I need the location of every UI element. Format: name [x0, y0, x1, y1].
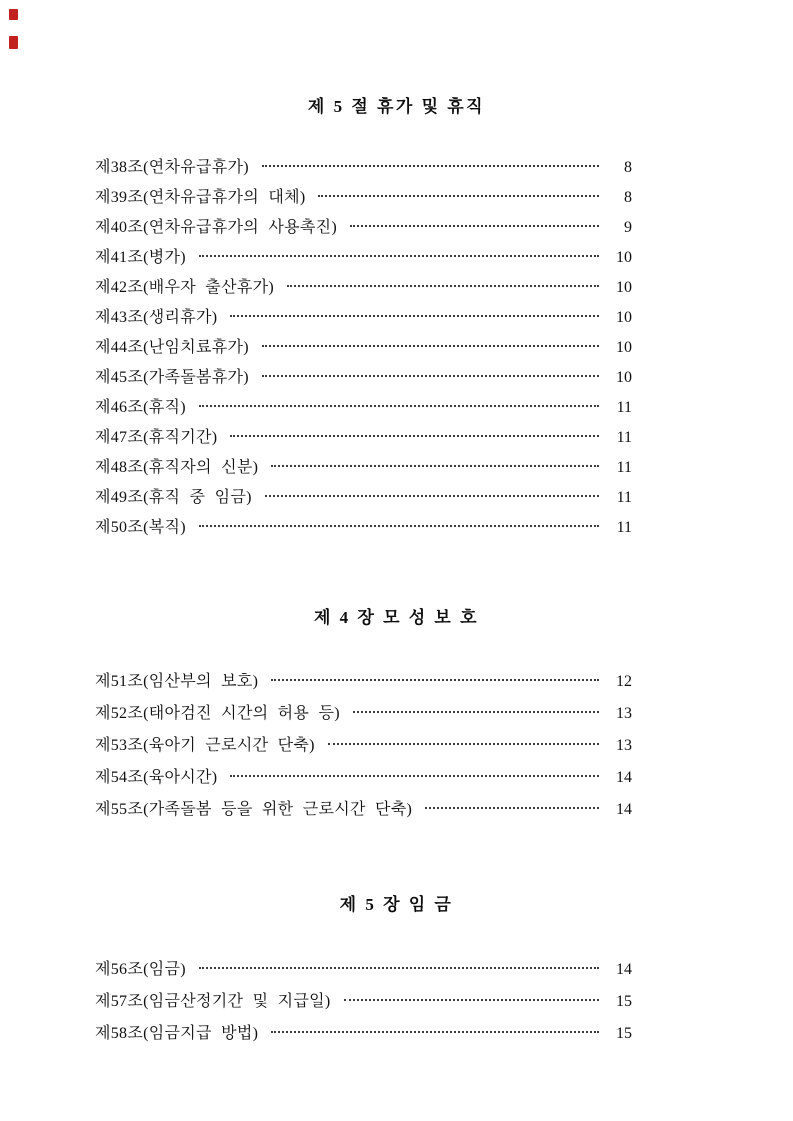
dot-leader	[199, 967, 599, 969]
toc-entry	[95, 1018, 632, 1050]
toc-entry-page: 11	[616, 399, 632, 416]
toc-entry	[95, 333, 632, 363]
dot-leader	[199, 255, 599, 257]
red-corner-mark	[9, 36, 18, 49]
toc-entry-label: 제51조(임산부의 보호)	[95, 673, 259, 690]
toc-entry	[95, 363, 632, 393]
toc-entry-page: 14	[616, 769, 632, 786]
toc-entry-label: 제50조(복직)	[95, 519, 186, 536]
toc-entry-label: 제55조(가족돌봄 등을 위한 근로시간 단축)	[95, 801, 413, 818]
toc-entry-page: 11	[616, 459, 632, 476]
toc-entry-label: 제47조(휴직기간)	[95, 429, 218, 446]
dot-leader	[262, 165, 599, 167]
toc-entry-page: 10	[616, 369, 632, 386]
toc-entry-label: 제57조(임금산정기간 및 지급일)	[95, 993, 331, 1010]
toc-entry-label: 제56조(임금)	[95, 961, 186, 978]
dot-leader	[262, 345, 599, 347]
toc-entry-page: 10	[616, 339, 632, 356]
toc-list	[95, 954, 632, 1050]
toc-entry-label: 제44조(난임치료휴가)	[95, 339, 249, 356]
toc-entry	[95, 453, 632, 483]
toc-entry	[95, 213, 632, 243]
dot-leader	[230, 775, 599, 777]
toc-entry-label: 제45조(가족돌봄휴가)	[95, 369, 249, 386]
toc-entry	[95, 730, 632, 762]
toc-entry	[95, 762, 632, 794]
section-heading: 제 4 장 모 성 보 호	[313, 608, 480, 627]
dot-leader	[353, 711, 599, 713]
dot-leader	[318, 195, 599, 197]
toc-entry	[95, 243, 632, 273]
toc-entry	[95, 153, 632, 183]
toc-entry-label: 제42조(배우자 출산휴가)	[95, 279, 274, 296]
toc-entry	[95, 303, 632, 333]
toc-entry	[95, 666, 632, 698]
red-corner-mark	[9, 9, 18, 20]
toc-entry	[95, 273, 632, 303]
toc-list	[95, 666, 632, 826]
toc-entry	[95, 483, 632, 513]
toc-section	[0, 0, 793, 543]
toc-entry-label: 제46조(휴직)	[95, 399, 186, 416]
toc-entry-page: 8	[624, 159, 632, 176]
toc-entry-page: 13	[616, 737, 632, 754]
dot-leader	[271, 1031, 599, 1033]
toc-entry	[95, 423, 632, 453]
dot-leader	[230, 315, 599, 317]
toc-section	[0, 607, 793, 826]
toc-entry-label: 제52조(태아검진 시간의 허용 등)	[95, 705, 340, 722]
toc-entry-label: 제54조(육아시간)	[95, 769, 218, 786]
dot-leader	[328, 743, 599, 745]
toc-entry	[95, 698, 632, 730]
toc-entry-page: 14	[616, 801, 632, 818]
dot-leader	[350, 225, 599, 227]
toc-entry	[95, 794, 632, 826]
dot-leader	[199, 525, 599, 527]
toc-entry-page: 11	[616, 519, 632, 536]
dot-leader	[425, 807, 599, 809]
toc-entry-page: 10	[616, 249, 632, 266]
dot-leader	[199, 405, 599, 407]
toc-entry	[95, 954, 632, 986]
dot-leader	[265, 495, 599, 497]
toc-entry-page: 15	[616, 1025, 632, 1042]
toc-list	[95, 153, 632, 543]
dot-leader	[344, 999, 599, 1001]
toc-entry	[95, 513, 632, 543]
toc-entry-label: 제43조(생리휴가)	[95, 309, 218, 326]
toc-entry-label: 제38조(연차유급휴가)	[95, 159, 249, 176]
toc-entry-page: 12	[616, 673, 632, 690]
dot-leader	[287, 285, 599, 287]
toc-entry-label: 제58조(임금지급 방법)	[95, 1025, 259, 1042]
toc-entry-page: 9	[624, 219, 632, 236]
dot-leader	[262, 375, 599, 377]
toc-entry-page: 10	[616, 309, 632, 326]
toc-entry-page: 15	[616, 993, 632, 1010]
toc-entry-page: 14	[616, 961, 632, 978]
toc-section	[0, 894, 793, 1050]
toc-entry-page: 10	[616, 279, 632, 296]
toc-entry	[95, 183, 632, 213]
toc-entry-label: 제41조(병가)	[95, 249, 186, 266]
toc-entry	[95, 393, 632, 423]
toc-entry-page: 11	[616, 429, 632, 446]
dot-leader	[230, 435, 599, 437]
dot-leader	[271, 679, 599, 681]
dot-leader	[271, 465, 599, 467]
toc-entry	[95, 986, 632, 1018]
toc-entry-label: 제53조(육아기 근로시간 단축)	[95, 737, 315, 754]
toc-entry-label: 제48조(휴직자의 신분)	[95, 459, 259, 476]
section-heading: 제 5 절 휴가 및 휴직	[307, 97, 486, 116]
toc-entry-page: 11	[616, 489, 632, 506]
toc-entry-label: 제40조(연차유급휴가의 사용촉진)	[95, 219, 337, 236]
toc-entry-label: 제39조(연차유급휴가의 대체)	[95, 189, 306, 206]
toc-entry-page: 8	[624, 189, 632, 206]
toc-entry-page: 13	[616, 705, 632, 722]
toc-entry-label: 제49조(휴직 중 임금)	[95, 489, 252, 506]
section-heading: 제 5 장 임 금	[339, 895, 454, 914]
